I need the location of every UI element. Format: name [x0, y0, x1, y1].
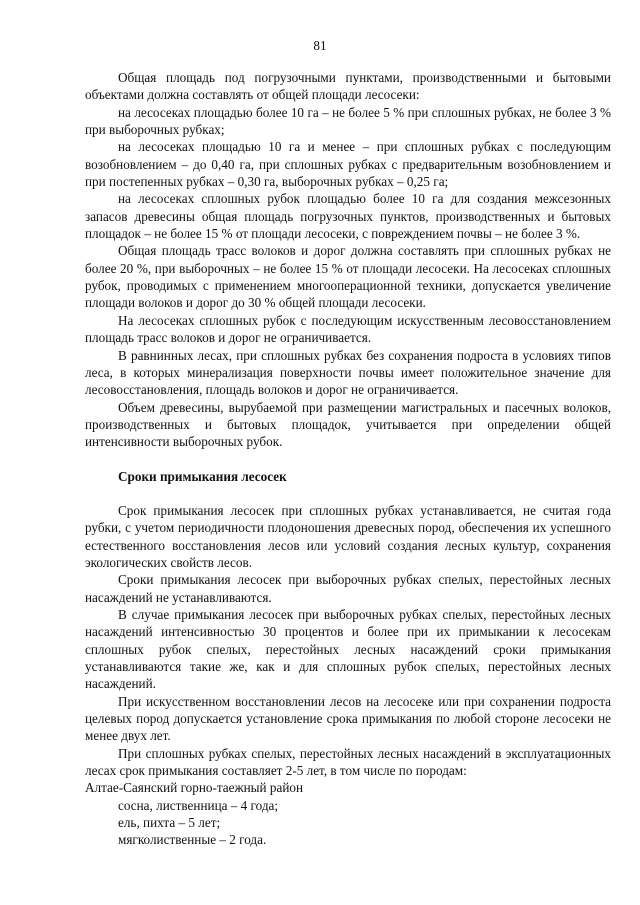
- spacer: [85, 485, 611, 502]
- spacer: [85, 451, 611, 468]
- paragraph-timber-volume: Объем древесины, вырубаемой при размещении магистральных и пасечных волоков, производственных и бытовых площадок, учитывается при определении общей интенсивности выборочных рубок.: [85, 399, 611, 450]
- paragraph-selective-cut-adjacency: Сроки примыкания лесосек при выборочных рубках спелых, перестойных лесных насаждений не устанавливаются.: [85, 572, 611, 605]
- paragraph-skid-roads-area: Общая площадь трасс волоков и дорог должна составлять при сплошных рубках не более 20 %, при выборочных – не более 15 % от площади лесосеки. На лесосеках сплошных рубок, проводимых с применением многооперационной техники, допускается увеличение площади волоков и дорог до 30 % общей площади лесосеки.: [85, 243, 611, 311]
- paragraph-lowland-forests: В равнинных лесах, при сплошных рубках без сохранения подроста в условиях типов леса, в которых минерализация поверхности почвы имеет положительное значение для лесовосстановления, площадь волоков и дорог не ограничивается.: [85, 347, 611, 398]
- page-number: 81: [313, 38, 327, 53]
- paragraph-exploitation-forests: При сплошных рубках спелых, перестойных лесных насаждений в эксплуатационных лесах срок примыкания составляет 2-5 лет, в том числе по породам:: [85, 745, 611, 779]
- paragraph-artificial-restoration: При искусственном восстановлении лесов на лесосеке или при сохранении подроста целевых пород допускается установление срока примыкания по любой стороне лесосеки не менее двух лет.: [85, 693, 611, 744]
- section-heading: Сроки примыкания лесосек: [118, 468, 287, 484]
- page-body: [85, 69, 611, 849]
- species-item: сосна, лиственница – 4 года;: [118, 797, 279, 813]
- paragraph-intensity-adjacency: В случае примыкания лесосек при выборочных рубках спелых, перестойных лесных насаждений интенсивностью 30 процентов и более при их примыкании к лесосекам сплошных рубок спелых, перестойных лесных насаждений сроки примыкания устанавливаются такие же, как и для сплошных рубок спелых, перестойных лесных насаждений.: [85, 606, 611, 692]
- species-item: мягколиственные – 2 года.: [118, 832, 267, 848]
- paragraph-large-cutting-area: на лесосеках площадью более 10 га – не более 5 % при сплошных рубках, не более 3 % при выборочных рубках;: [85, 104, 611, 138]
- region-title: Алтае-Саянский горно-таежный район: [85, 780, 304, 796]
- paragraph-seasonal-stock: на лесосеках сплошных рубок площадью более 10 га для создания межсезонных запасов древесины общая площадь погрузочных пунктов, производственных и бытовых площадок – не более 15 % от площади лесосеки, с повреждением почвы – не более 3 %.: [85, 191, 611, 242]
- paragraph-artificial-reforestation: На лесосеках сплошных рубок с последующим искусственным лесовосстановлением площадь трасс волоков и дорог не ограничивается.: [85, 312, 611, 346]
- paragraph-loading-area: Общая площадь под погрузочными пунктами, производственными и бытовыми объектами должна составлять от общей площади лесосеки:: [85, 70, 611, 103]
- species-item: ель, пихта – 5 лет;: [118, 815, 221, 831]
- paragraph-clear-cut-adjacency: Срок примыкания лесосек при сплошных рубках устанавливается, не считая года рубки, с учетом периодичности плодоношения древесных пород, обеспечения их успешного естественного восстановления лесов или условий создания лесных культур, сохранения экологических свойств лесов.: [85, 502, 611, 570]
- paragraph-small-cutting-area: на лесосеках площадью 10 га и менее – при сплошных рубках с последующим возобновлением – до 0,40 га, при сплошных рубках с предварительным возобновлением и при постепенных рубках – 0,30 га, выборочных рубках – 0,25 га;: [85, 139, 611, 190]
